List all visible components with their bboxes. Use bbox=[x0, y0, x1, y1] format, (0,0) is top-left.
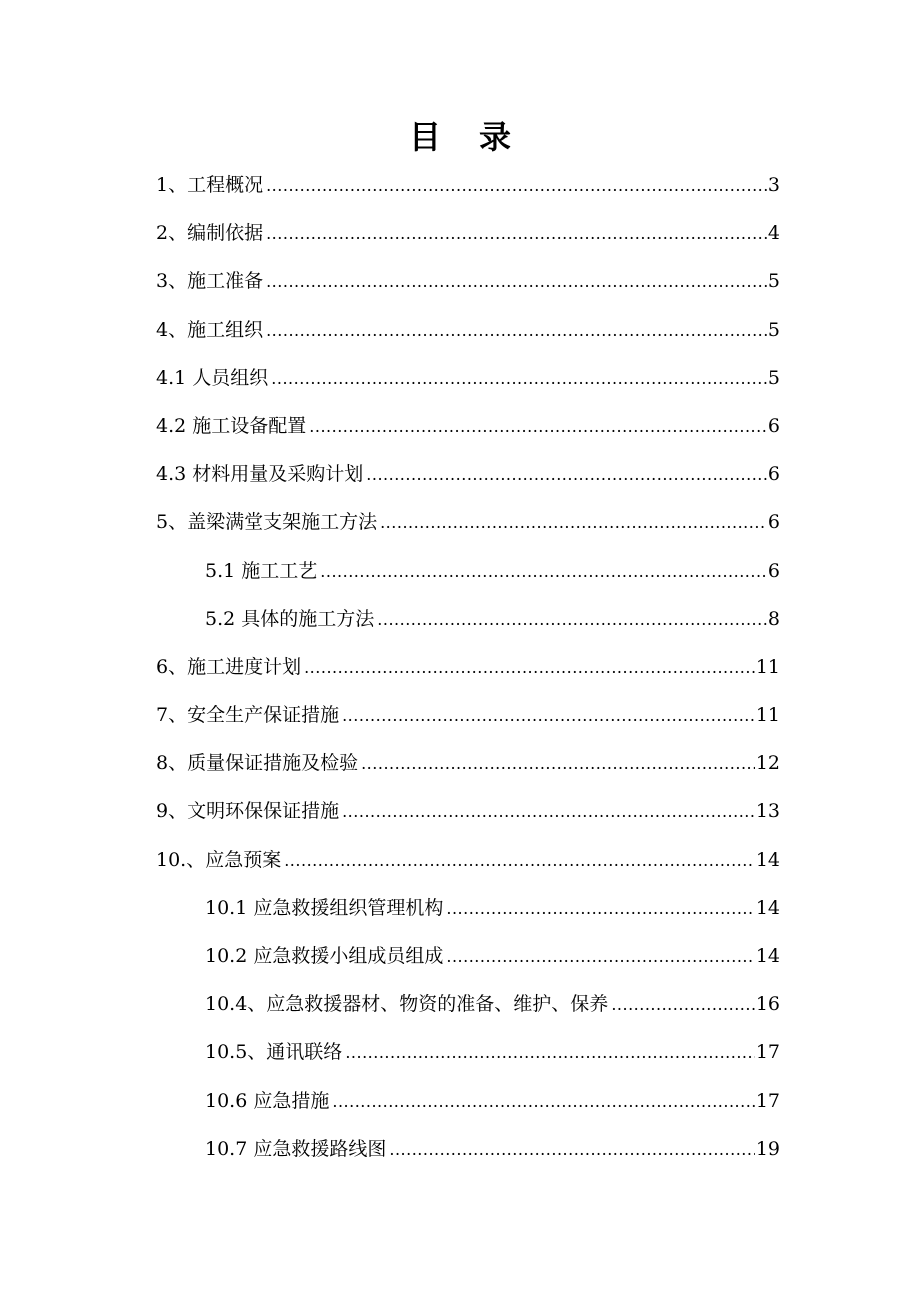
page-title: 目录 bbox=[408, 118, 549, 156]
toc-entry[interactable] bbox=[156, 354, 780, 402]
toc-entry[interactable] bbox=[156, 161, 780, 209]
toc-entry-page: 5 bbox=[767, 270, 780, 293]
toc-leader-dots bbox=[332, 1078, 754, 1126]
toc-entry[interactable] bbox=[156, 739, 780, 787]
toc-entry[interactable] bbox=[156, 1125, 780, 1173]
toc-entry[interactable] bbox=[156, 1028, 780, 1076]
toc-entry-label: 4.1 人员组织 bbox=[156, 366, 269, 389]
toc-leader-dots bbox=[266, 258, 767, 306]
toc-entry-label: 5.1 施工工艺 bbox=[205, 559, 318, 582]
toc-entry-label: 1、工程概况 bbox=[156, 174, 264, 196]
toc-leader-dots bbox=[345, 1029, 755, 1077]
toc-entry[interactable] bbox=[156, 932, 780, 980]
toc-entry-label: 4、施工组织 bbox=[156, 318, 264, 341]
toc-entry[interactable] bbox=[156, 691, 780, 739]
toc-entry-label: 10.5、通讯联络 bbox=[205, 1041, 343, 1064]
toc-entry[interactable] bbox=[156, 980, 780, 1028]
toc-leader-dots bbox=[611, 981, 755, 1029]
toc-leader-dots bbox=[284, 837, 755, 885]
toc-entry-page: 6 bbox=[767, 559, 780, 582]
toc-entry-label: 9、文明环保保证措施 bbox=[156, 800, 340, 823]
toc-entry[interactable] bbox=[156, 595, 780, 643]
toc-entry-label: 10.、应急预案 bbox=[156, 848, 282, 871]
toc-entry-label: 3、施工准备 bbox=[156, 270, 264, 293]
toc-entry[interactable] bbox=[156, 257, 780, 305]
toc-entry-page: 4 bbox=[767, 222, 780, 245]
toc-entry-page: 5 bbox=[767, 366, 780, 389]
toc-leader-dots bbox=[446, 885, 754, 933]
toc-entry-page: 6 bbox=[767, 414, 780, 437]
toc-leader-dots bbox=[266, 307, 767, 355]
toc-leader-dots bbox=[377, 596, 767, 644]
toc-leader-dots bbox=[380, 499, 767, 547]
toc-leader-dots bbox=[342, 692, 755, 740]
toc-entry-page: 17 bbox=[755, 1041, 780, 1064]
toc-leader-dots bbox=[309, 403, 767, 451]
toc-leader-dots bbox=[304, 644, 755, 692]
toc-leader-dots bbox=[446, 933, 754, 981]
toc-entry-label: 10.1 应急救援组织管理机构 bbox=[205, 896, 444, 919]
toc-entry-page: 11 bbox=[755, 704, 780, 727]
toc-entry-label: 7、安全生产保证措施 bbox=[156, 704, 340, 727]
toc-leader-dots bbox=[366, 451, 767, 499]
toc-entry-label: 2、编制依据 bbox=[156, 222, 264, 245]
toc-entry-page: 11 bbox=[755, 655, 780, 678]
toc-entry-label: 10.7 应急救援路线图 bbox=[205, 1137, 387, 1160]
toc-leader-dots bbox=[320, 548, 767, 596]
toc-leader-dots bbox=[266, 210, 767, 258]
toc-entry[interactable] bbox=[156, 547, 780, 595]
toc-leader-dots bbox=[266, 162, 767, 210]
toc-entry-label: 10.4、应急救援器材、物资的准备、维护、保养 bbox=[205, 993, 609, 1016]
toc-entry[interactable] bbox=[156, 643, 780, 691]
toc-entry-label: 10.6 应急措施 bbox=[205, 1089, 330, 1112]
toc-entry-page: 14 bbox=[755, 896, 780, 919]
toc-entry-label: 10.2 应急救援小组成员组成 bbox=[205, 945, 444, 967]
toc-entry-label: 4.3 材料用量及采购计划 bbox=[156, 463, 364, 486]
toc-entry-page: 16 bbox=[755, 993, 780, 1016]
toc-entry-page: 3 bbox=[767, 174, 780, 196]
toc-entry-label: 4.2 施工设备配置 bbox=[156, 414, 307, 437]
toc-entry-label: 5、盖梁满堂支架施工方法 bbox=[156, 511, 378, 534]
toc-entry-label: 6、施工进度计划 bbox=[156, 655, 302, 678]
toc-leader-dots bbox=[342, 788, 755, 836]
toc-entry-page: 5 bbox=[767, 318, 780, 341]
toc-entry[interactable] bbox=[156, 306, 780, 354]
toc-leader-dots bbox=[361, 740, 755, 788]
toc-entry-label: 8、质量保证措施及检验 bbox=[156, 752, 359, 775]
toc-entry[interactable] bbox=[156, 836, 780, 884]
toc-entry-page: 14 bbox=[755, 848, 780, 871]
toc-entry[interactable] bbox=[156, 209, 780, 257]
toc-entry-page: 8 bbox=[767, 607, 780, 630]
toc-entry-page: 19 bbox=[755, 1137, 780, 1160]
toc-entry-page: 6 bbox=[767, 511, 780, 534]
toc-entry[interactable] bbox=[156, 402, 780, 450]
toc-entry-label: 5.2 具体的施工方法 bbox=[205, 607, 375, 630]
toc-entry-page: 12 bbox=[755, 752, 780, 775]
toc-entry[interactable] bbox=[156, 1077, 780, 1125]
toc-entry-page: 14 bbox=[755, 945, 780, 967]
toc-entry-page: 6 bbox=[767, 463, 780, 486]
toc-entry-page: 17 bbox=[755, 1089, 780, 1112]
toc-entry[interactable] bbox=[156, 498, 780, 546]
toc-leader-dots bbox=[389, 1126, 754, 1174]
toc-entry[interactable] bbox=[156, 787, 780, 835]
toc-entry[interactable] bbox=[156, 450, 780, 498]
table-of-contents bbox=[156, 161, 780, 1173]
toc-leader-dots bbox=[271, 355, 767, 403]
toc-entry-page: 13 bbox=[755, 800, 780, 823]
toc-entry[interactable] bbox=[156, 884, 780, 932]
